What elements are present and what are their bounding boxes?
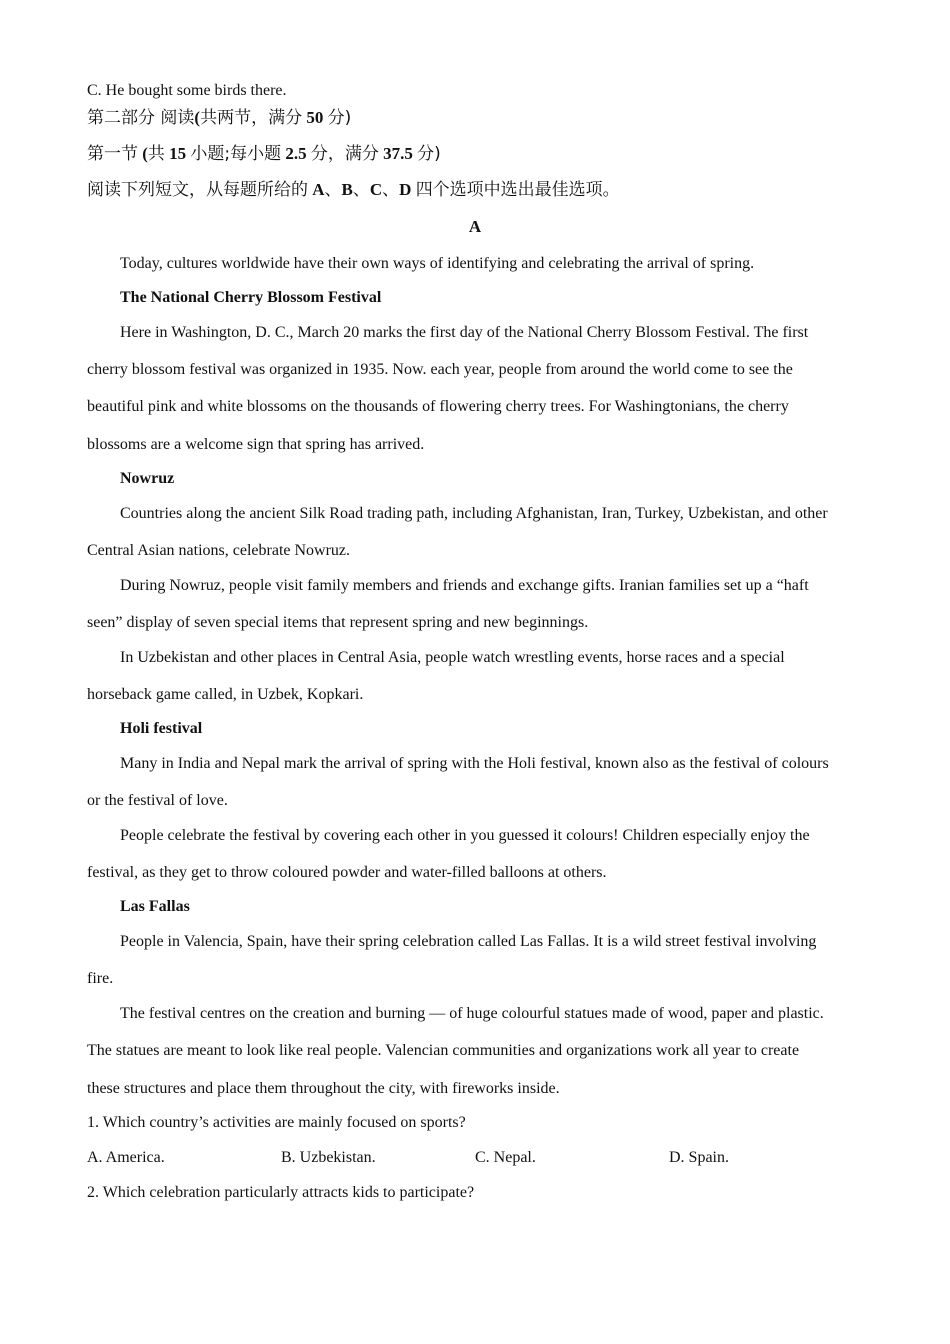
section-one-gong: 共 [147,144,165,164]
fallas-para-line: The statues are meant to look like real people. Valencian communities and organizations work all year to create [87,1042,800,1059]
reading-instructions [87,179,620,201]
question-1-option-b[interactable]: B. Uzbekistan. [281,1149,376,1166]
section-one-full: 分，满分 [310,144,379,164]
instr-opt-a: A [308,180,325,199]
heading-nowruz: Nowruz [120,470,175,487]
heading-holi: Holi festival [120,720,203,737]
part-two-unit: 分) [327,108,352,128]
instr-sep-3: 、 [382,180,400,200]
instr-opt-b: B [341,180,353,199]
heading-las-fallas: Las Fallas [120,898,190,915]
fallas-para-line: these structures and place them throughout the city, with fireworks inside. [87,1080,560,1097]
part-two-paren: ( [194,108,201,127]
cherry-para-line: cherry blossom festival was organized in 1935. Now. each year, people from around the world come to see the [87,361,793,378]
instr-sep-2: 、 [352,180,370,200]
question-1-option-d[interactable]: D. Spain. [669,1149,729,1166]
section-one-qs: 小题; [190,144,231,164]
question-1-option-a[interactable]: A. America. [87,1149,165,1166]
holi-para-line: People celebrate the festival by covering each other in you guessed it colours! Children especially enjoy the [120,827,810,844]
section-one-total: 37.5 [378,144,418,163]
instr-text-2: 四个选项中选出最佳选项。 [415,180,620,200]
holi-para-line: Many in India and Nepal mark the arrival of spring with the Holi festival, known also as the festival of colours [120,755,829,772]
part-two-heading [87,107,351,129]
passage-label: A [468,217,482,236]
fallas-para-line: The festival centres on the creation and burning — of huge colourful statues made of wood, paper and plastic. [120,1005,824,1022]
holi-para-line: or the festival of love. [87,792,228,809]
nowruz-para-line: Central Asian nations, celebrate Nowruz. [87,542,351,559]
previous-option-c: C. He bought some birds there. [87,82,287,99]
fallas-para-line: People in Valencia, Spain, have their spring celebration called Las Fallas. It is a wild street festival involving [120,933,817,950]
cherry-para-line: blossoms are a welcome sign that spring has arrived. [87,436,425,453]
section-one-each-score: 2.5 [281,144,311,163]
section-one-heading [87,143,441,165]
nowruz-para-line: During Nowruz, people visit family members and friends and exchange gifts. Iranian families set up a “haft [120,577,809,594]
part-two-score: 50 [302,108,328,127]
nowruz-para-line: In Uzbekistan and other places in Central Asia, people watch wrestling events, horse races and a special [120,649,785,666]
section-one-each: 每小题 [230,144,282,164]
nowruz-para-line: seen” display of seven special items that represent spring and new beginnings. [87,614,589,631]
cherry-para-line: beautiful pink and white blossoms on the thousands of flowering cherry trees. For Washingtonians, the cherry [87,398,789,415]
question-1-stem: 1. Which country’s activities are mainly focused on sports? [87,1114,466,1131]
instr-sep-1: 、 [324,180,342,200]
nowruz-para-line: Countries along the ancient Silk Road trading path, including Afghanistan, Iran, Turkey, Uzbekistan, and other [120,505,828,522]
heading-cherry-blossom: The National Cherry Blossom Festival [120,289,382,306]
nowruz-para-line: horseback game called, in Uzbek, Kopkari. [87,686,364,703]
question-1-option-c[interactable]: C. Nepal. [475,1149,536,1166]
cherry-para-line: Here in Washington, D. C., March 20 marks the first day of the National Cherry Blossom Festival. The first [120,324,809,341]
instr-opt-c: C [369,180,383,199]
passage-intro: Today, cultures worldwide have their own ways of identifying and celebrating the arrival of spring. [120,255,755,272]
question-2-stem: 2. Which celebration particularly attracts kids to participate? [87,1184,475,1201]
part-two-desc: 共两节，满分 [200,108,303,128]
section-one-title: 第一节 [87,144,138,164]
fallas-para-line: fire. [87,970,114,987]
holi-para-line: festival, as they get to throw coloured powder and water-filled balloons at others. [87,864,607,881]
section-one-unit: 分) [417,144,441,164]
instr-opt-d: D [399,180,416,199]
part-two-title: 第二部分 阅读 [87,108,195,128]
section-one-count: 15 [164,144,191,163]
section-one-paren: ( [138,144,148,163]
instr-text-1: 阅读下列短文，从每题所给的 [87,180,308,200]
